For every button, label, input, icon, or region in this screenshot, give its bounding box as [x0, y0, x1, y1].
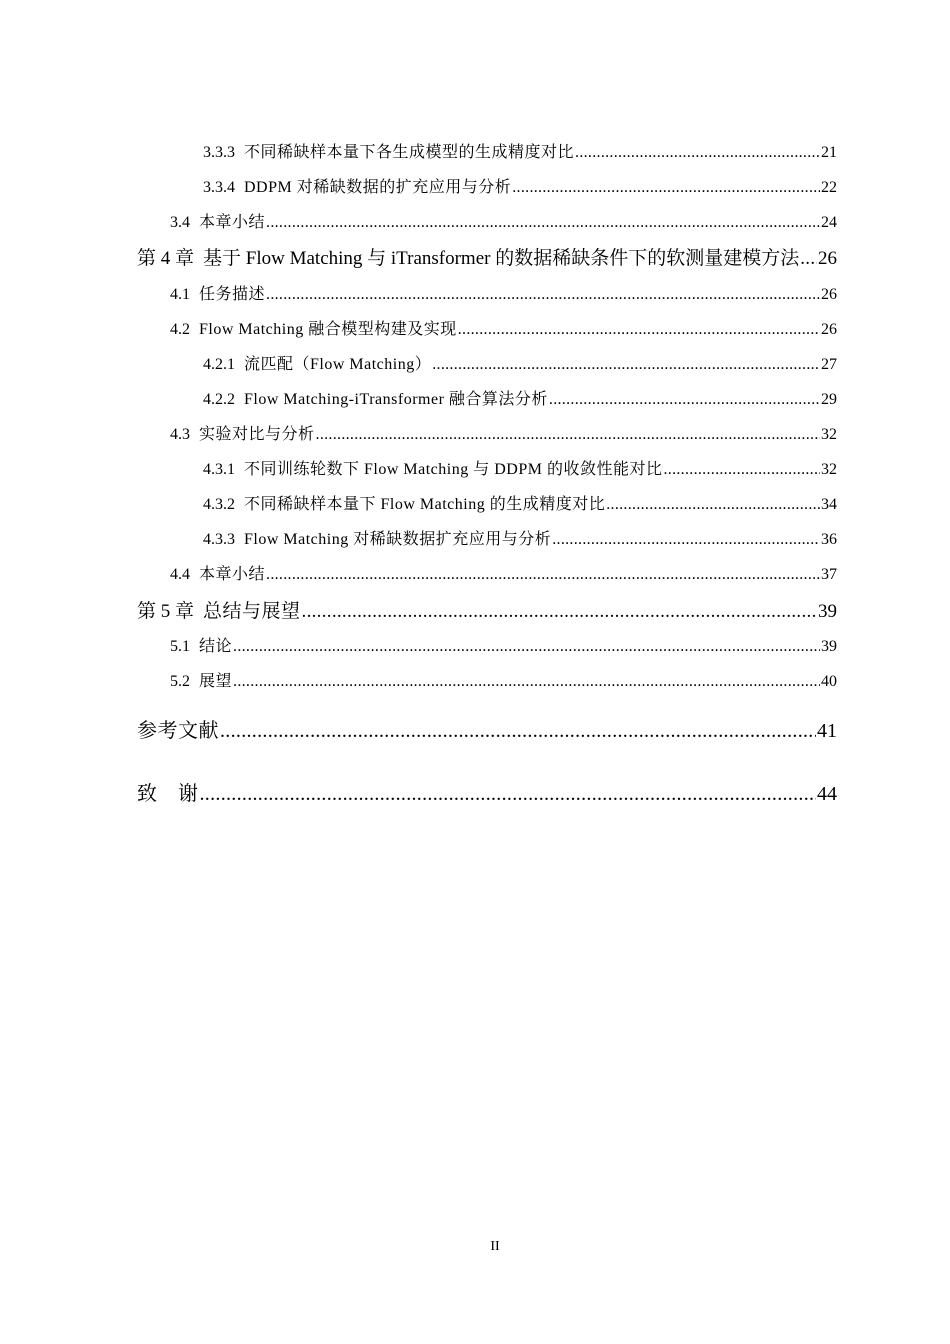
toc-page-number: 29	[821, 391, 837, 408]
toc-entry-4-1[interactable]	[137, 281, 837, 304]
toc-entry-4-3-3[interactable]	[137, 526, 837, 549]
toc-number: 3.4	[170, 214, 190, 231]
dot-leader	[552, 531, 820, 549]
toc-entry-4-2-2[interactable]	[137, 386, 837, 409]
toc-number: 3.3.4	[203, 179, 235, 196]
toc-number: 5.2	[170, 673, 190, 690]
toc-page-number: 40	[821, 673, 837, 690]
page-number-footer: II	[490, 1239, 500, 1254]
toc-title: Flow Matching 对稀缺数据扩充应用与分析	[244, 531, 552, 548]
dot-leader	[549, 391, 820, 409]
toc-page-number: 32	[821, 461, 837, 478]
toc-number: 第 5 章	[137, 601, 195, 622]
toc-title: 不同稀缺样本量下各生成模型的生成精度对比	[244, 144, 575, 161]
toc-page-number: 39	[818, 601, 837, 622]
toc-title: 不同稀缺样本量下 Flow Matching 的生成精度对比	[244, 496, 606, 513]
toc-title: 总结与展望	[203, 601, 301, 622]
toc-entry-5-1[interactable]	[137, 633, 837, 656]
toc-entry-4-3-1[interactable]	[137, 456, 837, 479]
toc-page-number: 36	[821, 531, 837, 548]
dot-leader	[220, 720, 816, 743]
toc-number: 4.2.2	[203, 391, 235, 408]
toc-entry-5-2[interactable]	[137, 668, 837, 691]
toc-page-number: 37	[821, 566, 837, 583]
toc-page-number: 26	[818, 248, 837, 269]
toc-page-number: 41	[817, 720, 837, 742]
toc-title: Flow Matching 融合模型构建及实现	[199, 321, 457, 338]
toc-page-number: 26	[821, 321, 837, 338]
dot-leader	[233, 638, 820, 656]
toc-entry-chapter-4[interactable]	[137, 243, 837, 270]
toc-page-number: 21	[821, 144, 837, 161]
dot-leader	[458, 321, 820, 339]
toc-page-number: 44	[817, 783, 837, 805]
toc-page-number: 32	[821, 426, 837, 443]
toc-title: 致 谢	[137, 783, 199, 805]
dot-leader	[266, 214, 820, 232]
toc-number: 5.1	[170, 638, 190, 655]
toc-entry-4-2[interactable]	[137, 316, 837, 339]
dot-leader	[512, 179, 820, 197]
dot-leader	[302, 601, 817, 623]
toc-title: 本章小结	[199, 566, 266, 583]
toc-entry-4-2-1[interactable]	[137, 351, 837, 374]
toc-number: 4.2	[170, 321, 190, 338]
toc-entry-acknowledgements[interactable]	[137, 777, 837, 806]
toc-entry-references[interactable]	[137, 714, 837, 743]
toc-page-number: 39	[821, 638, 837, 655]
dot-leader	[233, 673, 820, 691]
toc-number: 4.2.1	[203, 356, 235, 373]
toc-title: 流匹配（Flow Matching）	[244, 356, 432, 373]
toc-page-number: 22	[821, 179, 837, 196]
toc-title: 不同训练轮数下 Flow Matching 与 DDPM 的收敛性能对比	[244, 461, 663, 478]
dot-leader	[200, 783, 817, 806]
dot-leader	[663, 461, 820, 479]
dot-leader	[800, 248, 817, 270]
toc-entry-3-3-4[interactable]	[137, 174, 837, 197]
toc-entry-3-4[interactable]	[137, 209, 837, 232]
toc-entry-3-3-3[interactable]	[137, 139, 837, 162]
toc-entry-4-4[interactable]	[137, 561, 837, 584]
toc-number: 第 4 章	[137, 248, 195, 269]
dot-leader	[266, 286, 820, 304]
toc-page-number: 34	[821, 496, 837, 513]
toc-number: 3.3.3	[203, 144, 235, 161]
toc-entry-chapter-5[interactable]	[137, 596, 837, 623]
toc-number: 4.3.1	[203, 461, 235, 478]
toc-number: 4.3	[170, 426, 190, 443]
toc-number: 4.1	[170, 286, 190, 303]
dot-leader	[575, 144, 820, 162]
dot-leader	[266, 566, 820, 584]
toc-entry-4-3-2[interactable]	[137, 491, 837, 514]
toc-page-number: 26	[821, 286, 837, 303]
dot-leader	[432, 356, 820, 374]
toc-number: 4.3.3	[203, 531, 235, 548]
toc-title: 实验对比与分析	[199, 426, 315, 443]
toc-title: DDPM 对稀缺数据的扩充应用与分析	[244, 179, 512, 196]
toc-title: 任务描述	[199, 286, 266, 303]
toc-number: 4.3.2	[203, 496, 235, 513]
dot-leader	[606, 496, 820, 514]
toc-entry-4-3[interactable]	[137, 421, 837, 444]
toc-title: 基于 Flow Matching 与 iTransformer 的数据稀缺条件下的软测量建模方法	[203, 248, 800, 269]
toc-number: 4.4	[170, 566, 190, 583]
toc-title: 本章小结	[199, 214, 266, 231]
toc-title: 结论	[199, 638, 233, 655]
toc-title: 展望	[199, 673, 233, 690]
toc-page-number: 24	[821, 214, 837, 231]
toc-title: 参考文献	[137, 720, 219, 742]
toc-title: Flow Matching-iTransformer 融合算法分析	[244, 391, 548, 408]
toc-page-number: 27	[821, 356, 837, 373]
dot-leader	[316, 426, 820, 444]
